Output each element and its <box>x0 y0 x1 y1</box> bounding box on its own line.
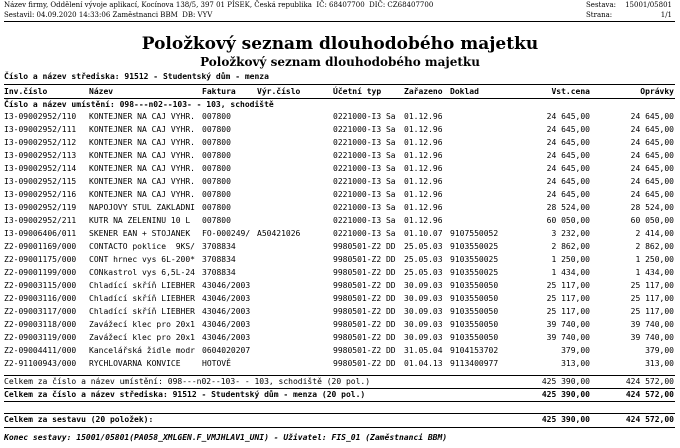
cell-ucet: 0221000-I3 Sa <box>333 229 396 238</box>
table-row <box>0 137 680 149</box>
center-total-vst: 425 390,00 <box>541 390 590 399</box>
grand-total-row <box>0 414 680 426</box>
cell-zar: 25.05.03 <box>404 255 443 264</box>
cell-zar: 01.10.07 <box>404 229 443 238</box>
table-row <box>0 267 680 279</box>
cell-zar: 01.12.96 <box>404 203 443 212</box>
cell-inv: Z2-09003119/000 <box>4 333 77 342</box>
cell-faktura: 007800 <box>202 177 231 186</box>
center-total-label: Celkem za číslo a název střediska: 91512 - Studentský dům - menza (20 pol.) <box>4 390 366 399</box>
cell-ucet: 9980501-Z2 DD <box>333 346 396 355</box>
cell-zar: 30.09.03 <box>404 320 443 329</box>
cell-inv: Z2-09003118/000 <box>4 320 77 329</box>
cell-inv: I3-09002952/110 <box>4 112 77 121</box>
cell-faktura: 007800 <box>202 216 231 225</box>
cell-opr: 28 524,00 <box>630 203 674 212</box>
location-total-label: Celkem za číslo a název umístění: 098---n02--103- - 103, schodiště (20 pol.) <box>4 377 371 386</box>
cell-opr: 24 645,00 <box>630 164 674 173</box>
cell-vst: 24 645,00 <box>546 151 590 160</box>
cell-inv: Z2-91100943/000 <box>4 359 77 368</box>
cell-faktura: 007800 <box>202 164 231 173</box>
cell-nazev: Chladící skříň LIEBHER <box>89 307 195 316</box>
cell-opr: 24 645,00 <box>630 138 674 147</box>
col-vst-header: Vst.cena <box>551 87 590 96</box>
cell-faktura: 3708834 <box>202 255 236 264</box>
cell-zar: 01.12.96 <box>404 164 443 173</box>
center-total-row <box>0 389 680 401</box>
cell-ucet: 0221000-I3 Sa <box>333 216 396 225</box>
header-divider <box>4 21 675 22</box>
cell-doklad: 9107550052 <box>450 229 499 238</box>
cell-doklad: 9103550050 <box>450 294 499 303</box>
cell-opr: 25 117,00 <box>630 281 674 290</box>
cell-inv: Z2-09003117/000 <box>4 307 77 316</box>
table-row <box>0 358 680 370</box>
table-row <box>0 319 680 331</box>
cell-faktura: 43046/2003 <box>202 294 251 303</box>
report-subtitle: Položkový seznam dlouhodobého majetku <box>200 55 480 69</box>
cell-inv: I3-09002952/119 <box>4 203 77 212</box>
cell-opr: 60 050,00 <box>630 216 674 225</box>
cell-inv: Z2-09001199/000 <box>4 268 77 277</box>
strana-label: Strana: <box>586 11 613 19</box>
cell-vyr: A50421026 <box>257 229 301 238</box>
cell-nazev: SKENER EAN + STOJANEK <box>89 229 191 238</box>
cell-ucet: 0221000-I3 Sa <box>333 112 396 121</box>
cell-zar: 01.12.96 <box>404 190 443 199</box>
cell-zar: 25.05.03 <box>404 242 443 251</box>
cell-nazev: CONkastrol vys 6,5L-24 <box>89 268 195 277</box>
cell-ucet: 0221000-I3 Sa <box>333 190 396 199</box>
table-row <box>0 163 680 175</box>
cell-doklad: 9103550050 <box>450 307 499 316</box>
cell-opr: 2 862,00 <box>635 242 674 251</box>
cell-ucet: 9980501-Z2 DD <box>333 242 396 251</box>
cell-nazev: RYCHLOVARNA KONVICE <box>89 359 181 368</box>
cell-vst: 313,00 <box>561 359 590 368</box>
cell-nazev: NAPOJOVY STUL ZAKLADNI <box>89 203 195 212</box>
cell-faktura: 43046/2003 <box>202 320 251 329</box>
table-row <box>0 215 680 227</box>
col-opr-header: Oprávky <box>640 87 674 96</box>
cell-ucet: 9980501-Z2 DD <box>333 333 396 342</box>
cell-nazev: Chladící skříň LIEBHER <box>89 281 195 290</box>
cell-doklad: 9103550025 <box>450 268 499 277</box>
cell-inv: I3-09006406/011 <box>4 229 77 238</box>
cell-opr: 1 434,00 <box>635 268 674 277</box>
cell-opr: 313,00 <box>645 359 674 368</box>
cell-nazev: KONTEJNER NA CAJ VYHR. <box>89 125 195 134</box>
cell-ucet: 9980501-Z2 DD <box>333 255 396 264</box>
strana-value: 1/1 <box>660 11 672 19</box>
cell-vst: 39 740,00 <box>546 320 590 329</box>
cell-nazev: KONTEJNER NA CAJ VYHR. <box>89 151 195 160</box>
cell-zar: 01.12.96 <box>404 177 443 186</box>
cell-vst: 24 645,00 <box>546 112 590 121</box>
cell-zar: 30.09.03 <box>404 294 443 303</box>
cell-faktura: 007800 <box>202 151 231 160</box>
cell-faktura: 007800 <box>202 138 231 147</box>
cell-opr: 379,00 <box>645 346 674 355</box>
col-ucet-header: Účetní typ <box>333 87 382 96</box>
table-row <box>0 280 680 292</box>
cell-vst: 2 862,00 <box>551 242 590 251</box>
cell-inv: Z2-09003115/000 <box>4 281 77 290</box>
cell-ucet: 0221000-I3 Sa <box>333 125 396 134</box>
cell-ucet: 0221000-I3 Sa <box>333 177 396 186</box>
cell-inv: I3-09002952/114 <box>4 164 77 173</box>
table-row <box>0 306 680 318</box>
col-doklad-header: Doklad <box>450 87 479 96</box>
cell-opr: 24 645,00 <box>630 112 674 121</box>
cell-inv: Z2-09001169/000 <box>4 242 77 251</box>
cell-opr: 24 645,00 <box>630 151 674 160</box>
cell-faktura: FO-000249/ <box>202 229 251 238</box>
cell-inv: I3-09002952/113 <box>4 151 77 160</box>
table-header-row <box>0 86 680 98</box>
center-total-underline <box>4 401 675 402</box>
cell-vst: 60 050,00 <box>546 216 590 225</box>
cell-nazev: CONT hrnec vys 6L-200* <box>89 255 195 264</box>
cell-ucet: 9980501-Z2 DD <box>333 359 396 368</box>
table-row <box>0 202 680 214</box>
cell-ucet: 9980501-Z2 DD <box>333 281 396 290</box>
cell-nazev: KONTEJNER NA CAJ VYHR. <box>89 177 195 186</box>
cell-faktura: 007800 <box>202 190 231 199</box>
location-total-opr: 424 572,00 <box>625 377 674 386</box>
cell-doklad: 9103550050 <box>450 281 499 290</box>
cell-faktura: 43046/2003 <box>202 307 251 316</box>
cell-opr: 24 645,00 <box>630 125 674 134</box>
cell-opr: 25 117,00 <box>630 307 674 316</box>
cell-ucet: 9980501-Z2 DD <box>333 320 396 329</box>
cell-zar: 01.12.96 <box>404 151 443 160</box>
table-row <box>0 189 680 201</box>
cell-inv: Z2-09004411/000 <box>4 346 77 355</box>
col-zar-header: Zařazeno <box>404 87 443 96</box>
cell-opr: 2 414,00 <box>635 229 674 238</box>
cell-vst: 25 117,00 <box>546 281 590 290</box>
cell-nazev: CONTACTO poklice 9KS/ <box>89 242 195 251</box>
cell-vst: 379,00 <box>561 346 590 355</box>
cell-nazev: Kancelářská židle modr <box>89 346 195 355</box>
cell-inv: I3-09002952/112 <box>4 138 77 147</box>
cell-zar: 01.12.96 <box>404 112 443 121</box>
table-row <box>0 332 680 344</box>
cell-vst: 28 524,00 <box>546 203 590 212</box>
table-row <box>0 124 680 136</box>
cell-doklad: 9104153702 <box>450 346 499 355</box>
table-top-rule <box>4 84 675 85</box>
col-faktura-header: Faktura <box>202 87 236 96</box>
report-title: Položkový seznam dlouhodobého majetku <box>141 34 539 54</box>
cell-nazev: KONTEJNER NA CAJ VYHR. <box>89 112 195 121</box>
cell-zar: 01.12.96 <box>404 125 443 134</box>
location-total-vst: 425 390,00 <box>541 377 590 386</box>
cell-nazev: KUTR NA ZELENINU 10 L <box>89 216 191 225</box>
cell-ucet: 9980501-Z2 DD <box>333 294 396 303</box>
cell-doklad: 9103550050 <box>450 320 499 329</box>
cell-opr: 1 250,00 <box>635 255 674 264</box>
cell-faktura: 007800 <box>202 112 231 121</box>
company-info: Název firmy, Oddělení vývoje aplikací, Kocínova 138/5, 397 01 PÍSEK, Česká republika IČ: 68407700 DIČ: CZ68407700 <box>4 1 434 9</box>
cell-faktura: 3708834 <box>202 268 236 277</box>
cell-vst: 25 117,00 <box>546 307 590 316</box>
cell-ucet: 0221000-I3 Sa <box>333 151 396 160</box>
cell-vst: 24 645,00 <box>546 138 590 147</box>
table-row <box>0 345 680 357</box>
cell-doklad: 9113400977 <box>450 359 499 368</box>
cell-doklad: 9103550025 <box>450 255 499 264</box>
cell-opr: 25 117,00 <box>630 294 674 303</box>
cell-vst: 1 434,00 <box>551 268 590 277</box>
location-total-row <box>0 376 680 388</box>
cell-ucet: 0221000-I3 Sa <box>333 138 396 147</box>
cell-inv: I3-09002952/111 <box>4 125 77 134</box>
cell-vst: 1 250,00 <box>551 255 590 264</box>
cell-vst: 24 645,00 <box>546 190 590 199</box>
grand-total-label: Celkem za sestavu (20 položek): <box>4 415 154 424</box>
center-total-opr: 424 572,00 <box>625 390 674 399</box>
cell-nazev: KONTEJNER NA CAJ VYHR. <box>89 164 195 173</box>
sestava-label: Sestava: <box>586 1 617 9</box>
cell-faktura: 0604020207 <box>202 346 251 355</box>
cell-vst: 24 645,00 <box>546 177 590 186</box>
cell-zar: 25.05.03 <box>404 268 443 277</box>
cell-ucet: 0221000-I3 Sa <box>333 164 396 173</box>
cell-nazev: Chladící skříň LIEBHER <box>89 294 195 303</box>
cell-inv: I3-09002952/211 <box>4 216 77 225</box>
col-vyr-header: Výr.číslo <box>257 87 301 96</box>
table-row <box>0 228 680 240</box>
cell-zar: 30.09.03 <box>404 333 443 342</box>
cell-nazev: KONTEJNER NA CAJ VYHR. <box>89 138 195 147</box>
table-row <box>0 254 680 266</box>
assembled-info: Sestavil: 04.09.2020 14:33:06 Zaměstnanci BBM DB: VYV <box>4 11 213 19</box>
cell-nazev: Zavážecí klec pro 20x1 <box>89 333 195 342</box>
cell-opr: 39 740,00 <box>630 320 674 329</box>
col-inv-header: Inv.číslo <box>4 87 48 96</box>
cell-vst: 24 645,00 <box>546 164 590 173</box>
cell-zar: 31.05.04 <box>404 346 443 355</box>
cell-zar: 01.04.13 <box>404 359 443 368</box>
cell-zar: 30.09.03 <box>404 281 443 290</box>
cell-doklad: 9103550050 <box>450 333 499 342</box>
cell-opr: 39 740,00 <box>630 333 674 342</box>
grand-total-vst: 425 390,00 <box>541 415 590 424</box>
cell-faktura: 43046/2003 <box>202 281 251 290</box>
cell-faktura: HOTOVĚ <box>202 359 231 368</box>
report-footer: Konec sestavy: 15001/05801(PA058_XMLGEN.F_VMJHLAV1_UNI) - Uživatel: FIS_01 (Zaměstnanci BBM) <box>4 433 448 442</box>
table-row <box>0 111 680 123</box>
cell-inv: Z2-09001175/000 <box>4 255 77 264</box>
sestava-value: 15001/05801 <box>625 1 672 9</box>
cell-doklad: 9103550025 <box>450 242 499 251</box>
cell-vst: 24 645,00 <box>546 125 590 134</box>
cell-faktura: 007800 <box>202 125 231 134</box>
cell-vst: 3 232,00 <box>551 229 590 238</box>
grand-total-opr: 424 572,00 <box>625 415 674 424</box>
cell-zar: 01.12.96 <box>404 216 443 225</box>
cell-inv: Z2-09003116/000 <box>4 294 77 303</box>
cell-faktura: 43046/2003 <box>202 333 251 342</box>
location-heading: Číslo a název umístění: 098---n02--103- - 103, schodiště <box>4 100 274 109</box>
cell-inv: I3-09002952/116 <box>4 190 77 199</box>
cell-ucet: 9980501-Z2 DD <box>333 307 396 316</box>
table-row <box>0 241 680 253</box>
cell-nazev: Zavážecí klec pro 20x1 <box>89 320 195 329</box>
grand-total-underline <box>4 427 675 428</box>
cell-zar: 30.09.03 <box>404 307 443 316</box>
cell-opr: 24 645,00 <box>630 190 674 199</box>
cell-ucet: 9980501-Z2 DD <box>333 268 396 277</box>
cell-faktura: 3708834 <box>202 242 236 251</box>
table-row <box>0 293 680 305</box>
cell-ucet: 0221000-I3 Sa <box>333 203 396 212</box>
cell-inv: I3-09002952/115 <box>4 177 77 186</box>
col-nazev-header: Název <box>89 87 114 96</box>
cell-vst: 25 117,00 <box>546 294 590 303</box>
table-row <box>0 150 680 162</box>
cell-zar: 01.12.96 <box>404 138 443 147</box>
cell-opr: 24 645,00 <box>630 177 674 186</box>
center-heading: Číslo a název střediska: 91512 - Studentský dům - menza <box>4 72 269 81</box>
cell-faktura: 007800 <box>202 203 231 212</box>
cell-nazev: KONTEJNER NA CAJ VYHR. <box>89 190 195 199</box>
table-row <box>0 176 680 188</box>
cell-vst: 39 740,00 <box>546 333 590 342</box>
